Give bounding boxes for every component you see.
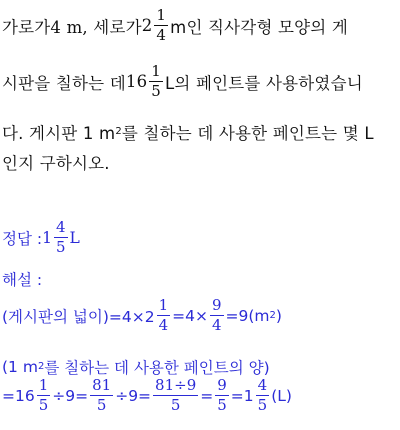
answer-line [2, 220, 396, 255]
fraction-numerator: 4 [55, 218, 66, 236]
solution-line-3 [2, 378, 396, 413]
answer-fraction [54, 220, 68, 255]
fraction-denominator: 5 [257, 396, 268, 414]
fraction-numerator: 1 [156, 6, 167, 24]
problem-line-2 [2, 64, 396, 99]
fraction-numerator: 4 [257, 376, 268, 394]
solution-text: (1 m [2, 358, 38, 376]
solution-text: (게시판의 넓이)=4×2 [2, 307, 155, 326]
fraction-numerator: 81÷9 [155, 376, 197, 394]
problem-line-1 [2, 8, 396, 43]
problem-line-3: 다. 게시판 1 m 2 를 칠하는 데 사용한 페인트는 몇 L [2, 120, 396, 144]
solution-text: ÷9= [52, 386, 89, 405]
fraction [37, 378, 51, 413]
solution-text: =9(m [225, 306, 270, 325]
fraction-denominator: 4 [158, 316, 169, 334]
solution-text: ) [275, 306, 282, 325]
fraction [154, 8, 168, 43]
fraction-denominator: 5 [217, 396, 227, 414]
problem-text: 4 m, 세로가 [50, 17, 142, 37]
answer-whole: 1 [42, 228, 52, 247]
solution-text: 를 칠하는 데 사용한 페인트의 양) [44, 359, 270, 377]
fraction-denominator: 5 [96, 396, 107, 414]
solution-text: = [200, 386, 214, 405]
fraction [90, 378, 113, 413]
fraction-numerator: 1 [158, 296, 169, 314]
fraction [215, 378, 229, 413]
problem-text: 시판을 칠하는 데 [2, 73, 126, 93]
problem-text: 다. 게시판 1 m [2, 124, 116, 143]
solution-text: (L) [271, 386, 292, 405]
solution-text: =4× [172, 306, 208, 325]
problem-text: 인지 구하시오. [2, 154, 110, 173]
fraction-numerator: 81 [92, 376, 112, 394]
answer-label: 정답 : [2, 229, 43, 248]
fraction-denominator: 5 [55, 238, 66, 256]
fraction-denominator: 5 [170, 396, 181, 414]
solution-line-1: (게시판의 넓이)=4×2 $\frac{1}{4}$ =4× $\frac{9}{4}$ =9(m 2 ) [2, 296, 282, 334]
fraction [149, 64, 163, 99]
fraction [153, 378, 198, 413]
fraction-denominator: 4 [156, 26, 167, 44]
solution-label: 해설 : [2, 271, 43, 289]
problem-line-4 [2, 150, 396, 174]
fraction [157, 298, 171, 333]
fraction-denominator: 5 [151, 82, 162, 100]
fraction-numerator: 9 [217, 376, 227, 394]
fraction-denominator: 5 [38, 396, 49, 414]
answer-unit: L [69, 228, 80, 247]
fraction [210, 298, 224, 333]
problem-text: 를 칠하는 데 사용한 페인트는 몇 L [121, 124, 374, 143]
solution-text: =16 [2, 386, 35, 405]
solution-label-line [2, 268, 396, 290]
mixed-number-whole: 2 [141, 16, 153, 35]
fraction-numerator: 1 [151, 62, 162, 80]
problem-text: 가로가 [2, 17, 51, 37]
problem-text: m인 직사각형 모양의 게 [170, 17, 349, 37]
fraction-denominator: 4 [211, 316, 222, 334]
fraction-numerator: 9 [211, 296, 222, 314]
problem-text: L의 페인트를 사용하였습니 [165, 73, 363, 93]
fraction-numerator: 1 [38, 376, 49, 394]
mixed-number-whole: 16 [125, 72, 148, 91]
solution-text: =1 [230, 386, 254, 405]
solution-line-2: (1 m 2 를 칠하는 데 사용한 페인트의 양) [2, 358, 270, 377]
fraction [256, 378, 270, 413]
solution-text: ÷9= [115, 386, 152, 405]
